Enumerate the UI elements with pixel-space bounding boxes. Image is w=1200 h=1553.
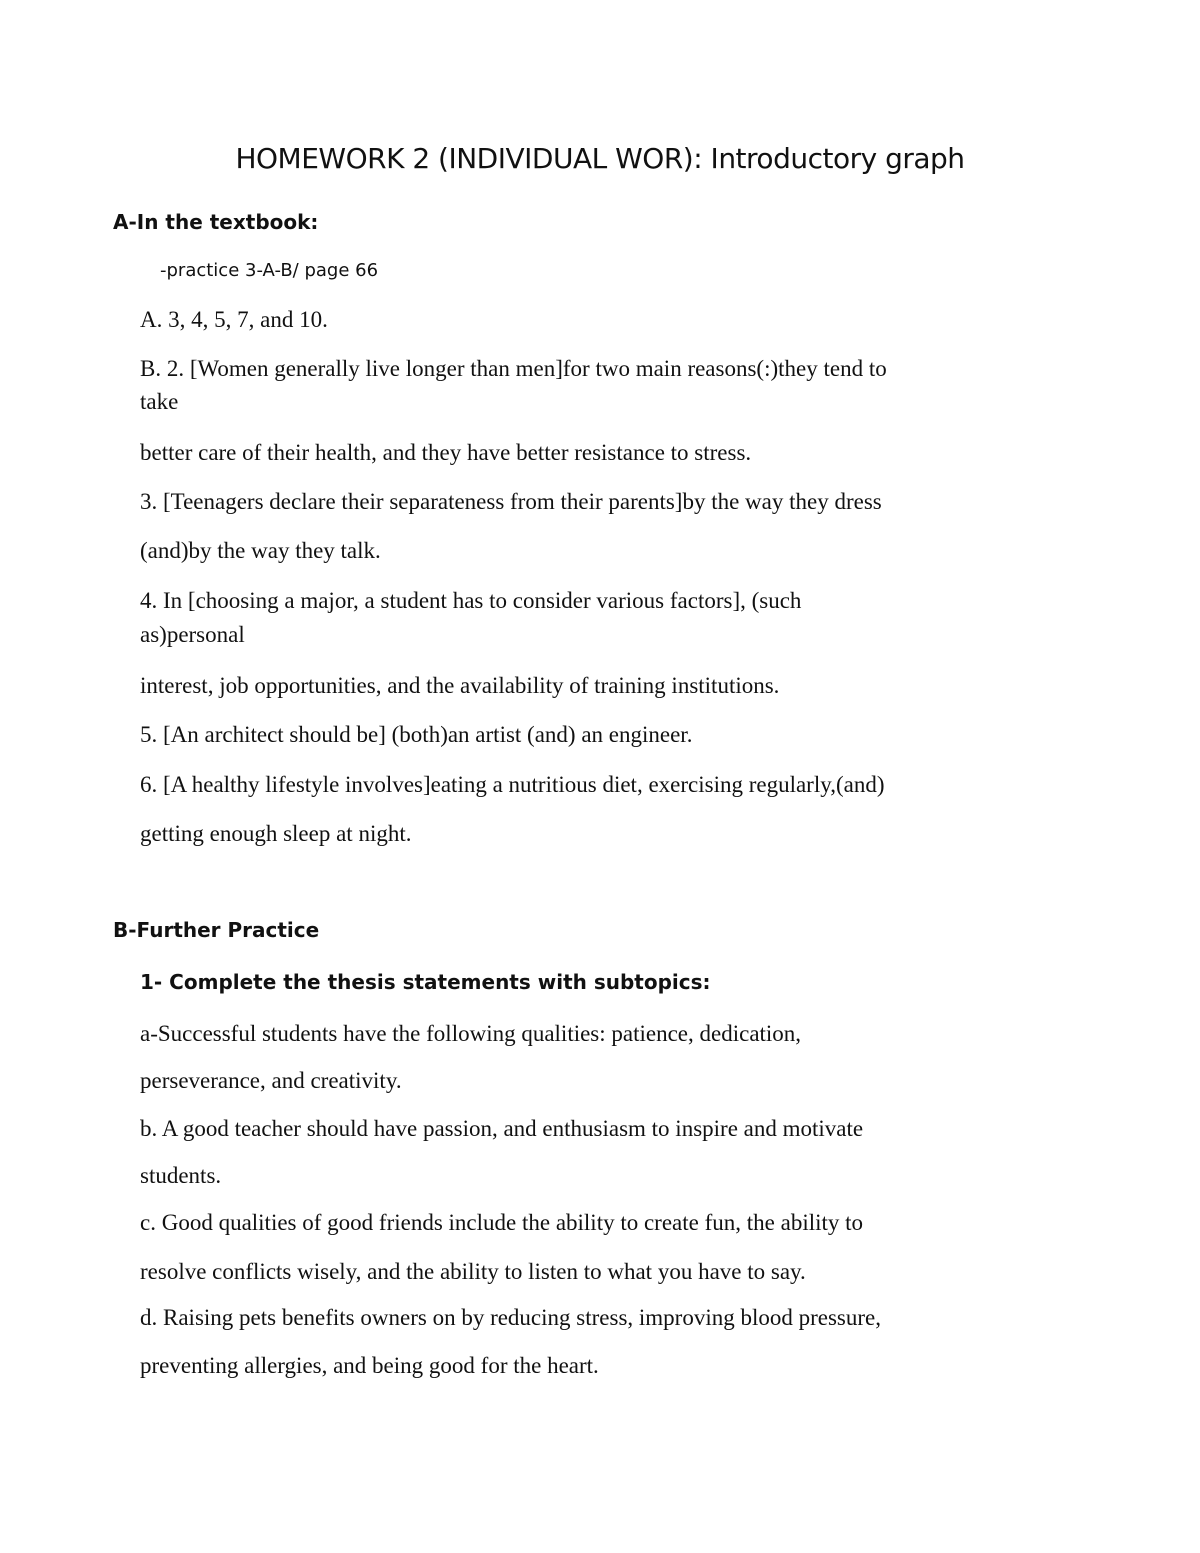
- answer-a: A. 3, 4, 5, 7, and 10.: [140, 307, 328, 332]
- item-3-line-2: (and)by the way they talk.: [140, 538, 381, 563]
- thesis-b-line-2: students.: [140, 1163, 222, 1188]
- item-4-line-2: as)personal: [140, 622, 245, 647]
- section-a-heading: A-In the textbook:: [113, 210, 319, 234]
- thesis-a-line-2: perseverance, and creativity.: [140, 1068, 402, 1093]
- practice-reference: -practice 3-A-B/ page 66: [160, 260, 379, 281]
- item-6-line-2: getting enough sleep at night.: [140, 821, 412, 846]
- section-b-heading: B-Further Practice: [113, 918, 320, 942]
- item-b2-line-2: take: [140, 389, 179, 414]
- thesis-c-line-1: c. Good qualities of good friends include the ability to create fun, the ability to: [140, 1210, 864, 1235]
- item-4-line-3: interest, job opportunities, and the availability of training institutions.: [140, 673, 780, 698]
- thesis-a-line-1: a-Successful students have the following qualities: patience, dedication,: [140, 1021, 802, 1046]
- item-b2-line-3: better care of their health, and they have better resistance to stress.: [140, 440, 752, 465]
- page-title: HOMEWORK 2 (INDIVIDUAL WOR): Introductory graph: [235, 142, 965, 175]
- thesis-d-line-1: d. Raising pets benefits owners on by reducing stress, improving blood pressure,: [140, 1305, 881, 1330]
- thesis-c-line-2: resolve conflicts wisely, and the ability to listen to what you have to say.: [140, 1259, 806, 1284]
- item-6-line-1: 6. [A healthy lifestyle involves]eating a nutritious diet, exercising regularly,(and): [140, 772, 885, 797]
- item-5: 5. [An architect should be] (both)an artist (and) an engineer.: [140, 722, 693, 747]
- item-b2-line-1: B. 2. [Women generally live longer than men]for two main reasons(:)they tend to: [140, 356, 887, 381]
- item-3-line-1: 3. [Teenagers declare their separateness from their parents]by the way they dress: [140, 489, 882, 514]
- thesis-b-line-1: b. A good teacher should have passion, and enthusiasm to inspire and motivate: [140, 1116, 864, 1141]
- section-b-subheading: 1- Complete the thesis statements with subtopics:: [140, 970, 711, 994]
- thesis-d-line-2: preventing allergies, and being good for the heart.: [140, 1353, 599, 1378]
- item-4-line-1: 4. In [choosing a major, a student has to consider various factors], (such: [140, 588, 802, 613]
